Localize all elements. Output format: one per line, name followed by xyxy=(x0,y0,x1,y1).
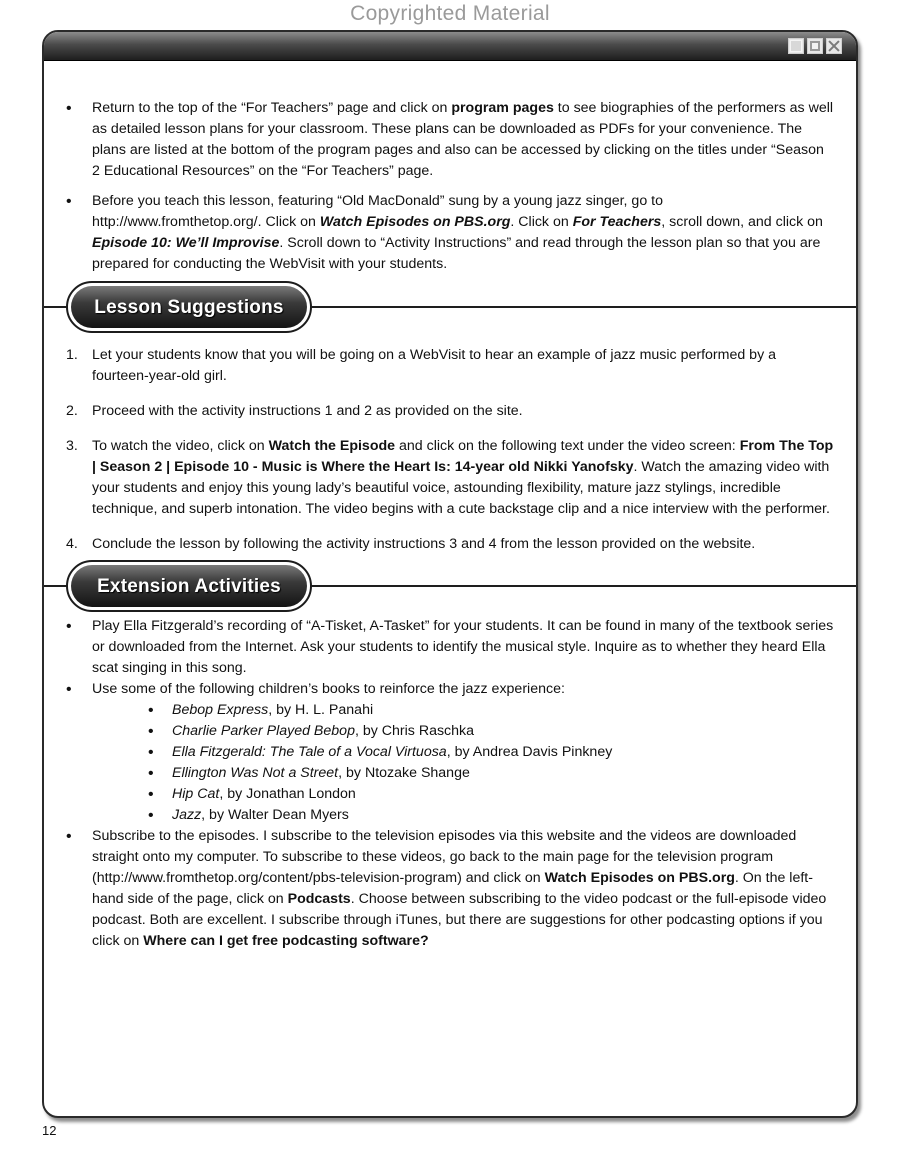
book-list xyxy=(44,700,856,826)
book-item xyxy=(44,700,856,721)
page-number: 12 xyxy=(42,1123,57,1138)
book-author: , by Jonathan London xyxy=(219,786,356,802)
section-title: Extension Activities xyxy=(71,565,307,607)
book-author: , by Chris Raschka xyxy=(354,723,475,739)
intro-bullet-program-pages xyxy=(44,98,856,182)
book-title: Ella Fitzgerald: The Tale of a Vocal Virtuosa xyxy=(172,744,447,760)
book-item xyxy=(44,784,856,805)
book-title: Ellington Was Not a Street xyxy=(172,765,339,781)
book-item xyxy=(44,721,856,742)
podcasts-emphasis: Podcasts xyxy=(287,891,351,907)
book-author: , by Walter Dean Myers xyxy=(201,807,349,823)
book-author: , by Ntozake Shange xyxy=(338,765,470,781)
book-item xyxy=(44,742,856,763)
lesson-step xyxy=(44,534,856,555)
extension-text: Play Ella Fitzgerald’s recording of “A-Tisket, A-Tasket” for your students. It can be found in many of the textbook series or downloaded from the Internet. Ask your students to identify the musical style. Inquire as to whether they heard Ella scat singing in this song. xyxy=(92,618,834,676)
minimize-icon xyxy=(790,40,802,52)
extension-text: . On the left-hand side of the page, click on xyxy=(92,870,813,907)
section-pill xyxy=(66,281,312,333)
browser-window-frame xyxy=(42,30,858,1118)
watch-episode-emphasis: Watch the Episode xyxy=(268,438,396,454)
book-title: Jazz xyxy=(172,807,202,823)
book-title: Hip Cat xyxy=(172,786,220,802)
for-teachers-emphasis: For Teachers xyxy=(572,214,662,230)
close-icon xyxy=(828,40,840,52)
extension-activities-header xyxy=(44,558,856,614)
step-number: 3. xyxy=(66,438,78,454)
intro-bullet-before-teaching xyxy=(44,191,856,275)
intro-text: . Click on xyxy=(510,214,573,230)
extension-list xyxy=(44,616,856,700)
intro-text: Before you teach this lesson, featuring “Old MacDonald” sung by a young jazz singer, go to http://www.fromthetop.org/. Click on xyxy=(92,193,663,230)
watch-episodes-emphasis: Watch Episodes on PBS.org xyxy=(544,870,735,886)
watch-episodes-emphasis: Watch Episodes on PBS.org xyxy=(319,214,511,230)
section-pill xyxy=(66,560,312,612)
extension-bullet-subscribe xyxy=(44,826,856,952)
step-text: Let your students know that you will be going on a WebVisit to hear an example of jazz music performed by a fourteen-year-old girl. xyxy=(92,347,776,384)
copyright-watermark: Copyrighted Material xyxy=(350,2,550,25)
window-controls xyxy=(788,38,842,54)
book-title: Bebop Express xyxy=(172,702,269,718)
extension-text: Subscribe to the episodes. I subscribe to the television episodes via this website and the videos are downloaded straight onto my computer. To subscribe to these videos, go back to the main page for the television program (http://www.fromthetop.org/content/pbs-television-program) and click on xyxy=(92,828,797,886)
section-title: Lesson Suggestions xyxy=(71,286,307,328)
step-number: 2. xyxy=(66,403,78,419)
maximize-button[interactable] xyxy=(807,38,823,54)
close-button[interactable] xyxy=(826,38,842,54)
step-text: . Watch the amazing video with your students and enjoy this young lady’s beautiful voice, astounding flexibility, mature jazz stylings, incredible technique, and superb intonation. The video begins with a cute backstage clip and a nice interview with the performer. xyxy=(92,459,830,517)
book-item xyxy=(44,763,856,784)
book-item xyxy=(44,805,856,826)
lesson-step xyxy=(44,401,856,422)
extension-bullet-ella xyxy=(44,616,856,679)
lesson-step xyxy=(44,345,856,387)
lesson-suggestions-header xyxy=(44,279,856,335)
lesson-steps-list xyxy=(44,345,856,555)
intro-text: to see biographies of the performers as well as detailed lesson plans for your classroom. These plans can be downloaded as PDFs for your convenience. The plans are listed at the bottom of the program pages and also can be accessed by clicking on the titles under “Season 2 Educational Resources” on the “For Teachers” page. xyxy=(92,100,834,179)
extension-list-continued xyxy=(44,826,856,952)
intro-text: , scroll down, and click on xyxy=(661,214,823,230)
step-number: 4. xyxy=(66,536,78,552)
extension-text: . Choose between subscribing to the video podcast or the full-episode video podcast. Both are excellent. I subscribe through iTunes, but there are suggestions for other podcasting options if you click on xyxy=(92,891,827,949)
extension-bullet-books xyxy=(44,679,856,700)
step-text: and click on the following text under the video screen: xyxy=(395,438,740,454)
book-author: , by H. L. Panahi xyxy=(268,702,374,718)
intro-list xyxy=(44,98,856,275)
window-titlebar xyxy=(44,32,856,61)
step-text: To watch the video, click on xyxy=(92,438,269,454)
page-content xyxy=(44,61,856,952)
episode-10-emphasis: Episode 10: We’ll Improvise xyxy=(92,235,280,251)
lesson-step xyxy=(44,436,856,520)
episode-title-emphasis: From The Top | Season 2 | Episode 10 - Music is Where the Heart Is: 14-year old Nikki Yanofsky xyxy=(92,438,834,475)
intro-text: . Scroll down to “Activity Instructions” and read through the lesson plan so that you are prepared for conducting the WebVisit with your students. xyxy=(92,235,821,272)
step-text: Proceed with the activity instructions 1 and 2 as provided on the site. xyxy=(92,403,523,419)
podcasting-software-emphasis: Where can I get free podcasting software? xyxy=(143,933,429,949)
minimize-button[interactable] xyxy=(788,38,804,54)
step-text: Conclude the lesson by following the activity instructions 3 and 4 from the lesson provided on the website. xyxy=(92,536,756,552)
intro-text: Return to the top of the “For Teachers” page and click on xyxy=(92,100,452,116)
program-pages-emphasis: program pages xyxy=(451,100,554,116)
book-author: , by Andrea Davis Pinkney xyxy=(446,744,613,760)
book-title: Charlie Parker Played Bebop xyxy=(172,723,355,739)
extension-text: Use some of the following children’s books to reinforce the jazz experience: xyxy=(92,681,565,697)
step-number: 1. xyxy=(66,347,78,363)
maximize-icon xyxy=(810,41,820,51)
